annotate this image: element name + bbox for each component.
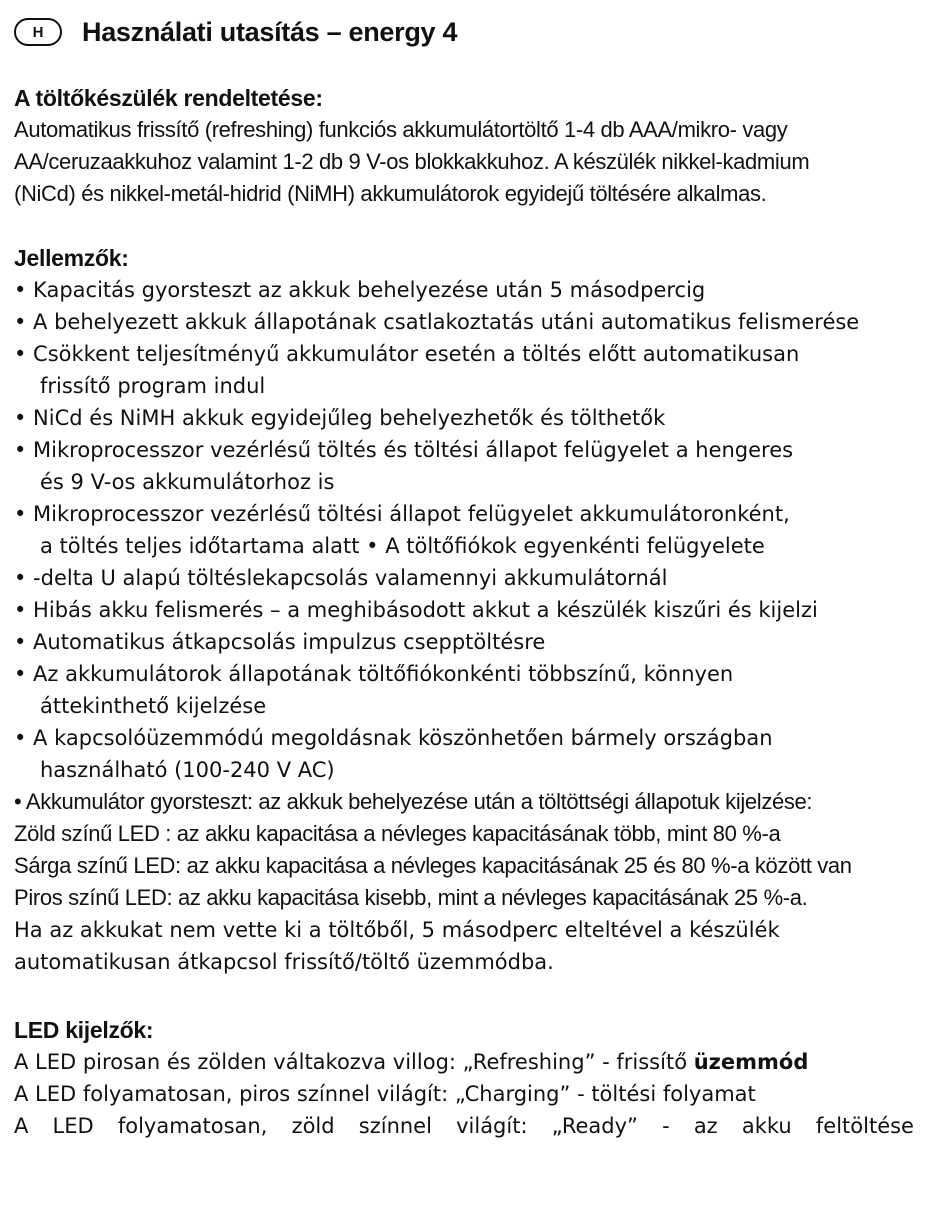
- feature-line: • -delta U alapú töltéslekapcsolás valamennyi akkumulátornál: [14, 566, 668, 590]
- feature-line: • Az akkumulátorok állapotának töltőfiókonkénti többszínű, könnyen: [14, 662, 734, 686]
- section-heading-features: Jellemzők:: [14, 245, 129, 271]
- purpose-line: (NiCd) és nikkel-metál-hidrid (NiMH) akkumulátorok egyidejű töltésére alkalmas.: [14, 181, 767, 206]
- section-heading-purpose: A töltőkészülék rendeltetése:: [14, 85, 323, 111]
- feature-line: frissítő program indul: [40, 374, 266, 398]
- feature-line: és 9 V-os akkumulátorhoz is: [40, 470, 335, 494]
- feature-line: • Kapacitás gyorsteszt az akkuk behelyezése után 5 másodpercig: [14, 278, 706, 302]
- led-word: A: [14, 1114, 29, 1138]
- led-word: világít:: [456, 1114, 528, 1138]
- feature-line: a töltés teljes időtartama alatt • A töltőfiókok egyenkénti felügyelete: [40, 534, 765, 558]
- feature-line: • Mikroprocesszor vezérlésű töltési állapot felügyelet akkumulátoronként,: [14, 502, 790, 526]
- led-word: színnel: [358, 1114, 432, 1138]
- led-word: „Ready”: [551, 1114, 638, 1138]
- purpose-line: Automatikus frissítő (refreshing) funkciós akkumulátortöltő 1-4 db AAA/mikro- vagy: [14, 117, 788, 142]
- section-features: [14, 242, 914, 978]
- feature-line: • NiCd és NiMH akkuk egyidejűleg behelyezhetők és tölthetők: [14, 406, 666, 430]
- feature-line: • Mikroprocesszor vezérlésű töltés és töltési állapot felügyelet a hengeres: [14, 438, 794, 462]
- language-badge: H: [14, 18, 62, 46]
- feature-line: • Csökkent teljesítményű akkumulátor esetén a töltés előtt automatikusan: [14, 342, 800, 366]
- section-led-indicators: [14, 1014, 914, 1142]
- led-line-text: A LED pirosan és zölden váltakozva villog: „Refreshing” - frissítő: [14, 1050, 694, 1074]
- led-word: zöld: [291, 1114, 335, 1138]
- led-word: feltöltése: [815, 1114, 914, 1138]
- feature-line: • Automatikus átkapcsolás impulzus csepptöltésre: [14, 630, 546, 654]
- led-word: -: [662, 1114, 670, 1138]
- feature-line: • Hibás akku felismerés – a meghibásodott akkut a készülék kiszűri és kijelzi: [14, 598, 818, 622]
- feature-line: automatikusan átkapcsol frissítő/töltő üzemmódba.: [14, 950, 554, 974]
- led-line-justified: [14, 1110, 914, 1142]
- feature-line: Piros színű LED: az akku kapacitása kisebb, mint a névleges kapacitásának 25 %-a.: [14, 885, 808, 910]
- title-row: [14, 14, 457, 50]
- led-word: LED: [52, 1114, 94, 1138]
- led-line: [14, 1046, 914, 1078]
- led-word: az: [693, 1114, 718, 1138]
- feature-line: használható (100-240 V AC): [40, 758, 335, 782]
- section-purpose: [14, 82, 914, 210]
- feature-line: • A behelyezett akkuk állapotának csatlakoztatás utáni automatikus felismerése: [14, 310, 860, 334]
- led-word: folyamatosan,: [117, 1114, 268, 1138]
- led-line-bold: üzemmód: [693, 1050, 809, 1074]
- feature-line: Ha az akkukat nem vette ki a töltőből, 5 másodperc elteltével a készülék: [14, 918, 780, 942]
- section-heading-led: LED kijelzők:: [14, 1017, 154, 1043]
- led-line: A LED folyamatosan, piros színnel világít: „Charging” - töltési folyamat: [14, 1082, 756, 1106]
- feature-line: áttekinthető kijelzése: [40, 694, 267, 718]
- feature-line: • A kapcsolóüzemmódú megoldásnak köszönhetően bármely országban: [14, 726, 773, 750]
- feature-line: Zöld színű LED : az akku kapacitása a névleges kapacitásának több, mint 80 %-a: [14, 821, 781, 846]
- page-title: Használati utasítás – energy 4: [82, 16, 458, 47]
- led-word: akku: [741, 1114, 792, 1138]
- purpose-line: AA/ceruzaakkuhoz valamint 1-2 db 9 V-os blokkakkuhoz. A készülék nikkel-kadmium: [14, 149, 810, 174]
- feature-line: Sárga színű LED: az akku kapacitása a névleges kapacitásának 25 és 80 %-a között van: [14, 853, 852, 878]
- feature-line: • Akkumulátor gyorsteszt: az akkuk behelyezése után a töltöttségi állapotuk kijelzése:: [14, 789, 813, 814]
